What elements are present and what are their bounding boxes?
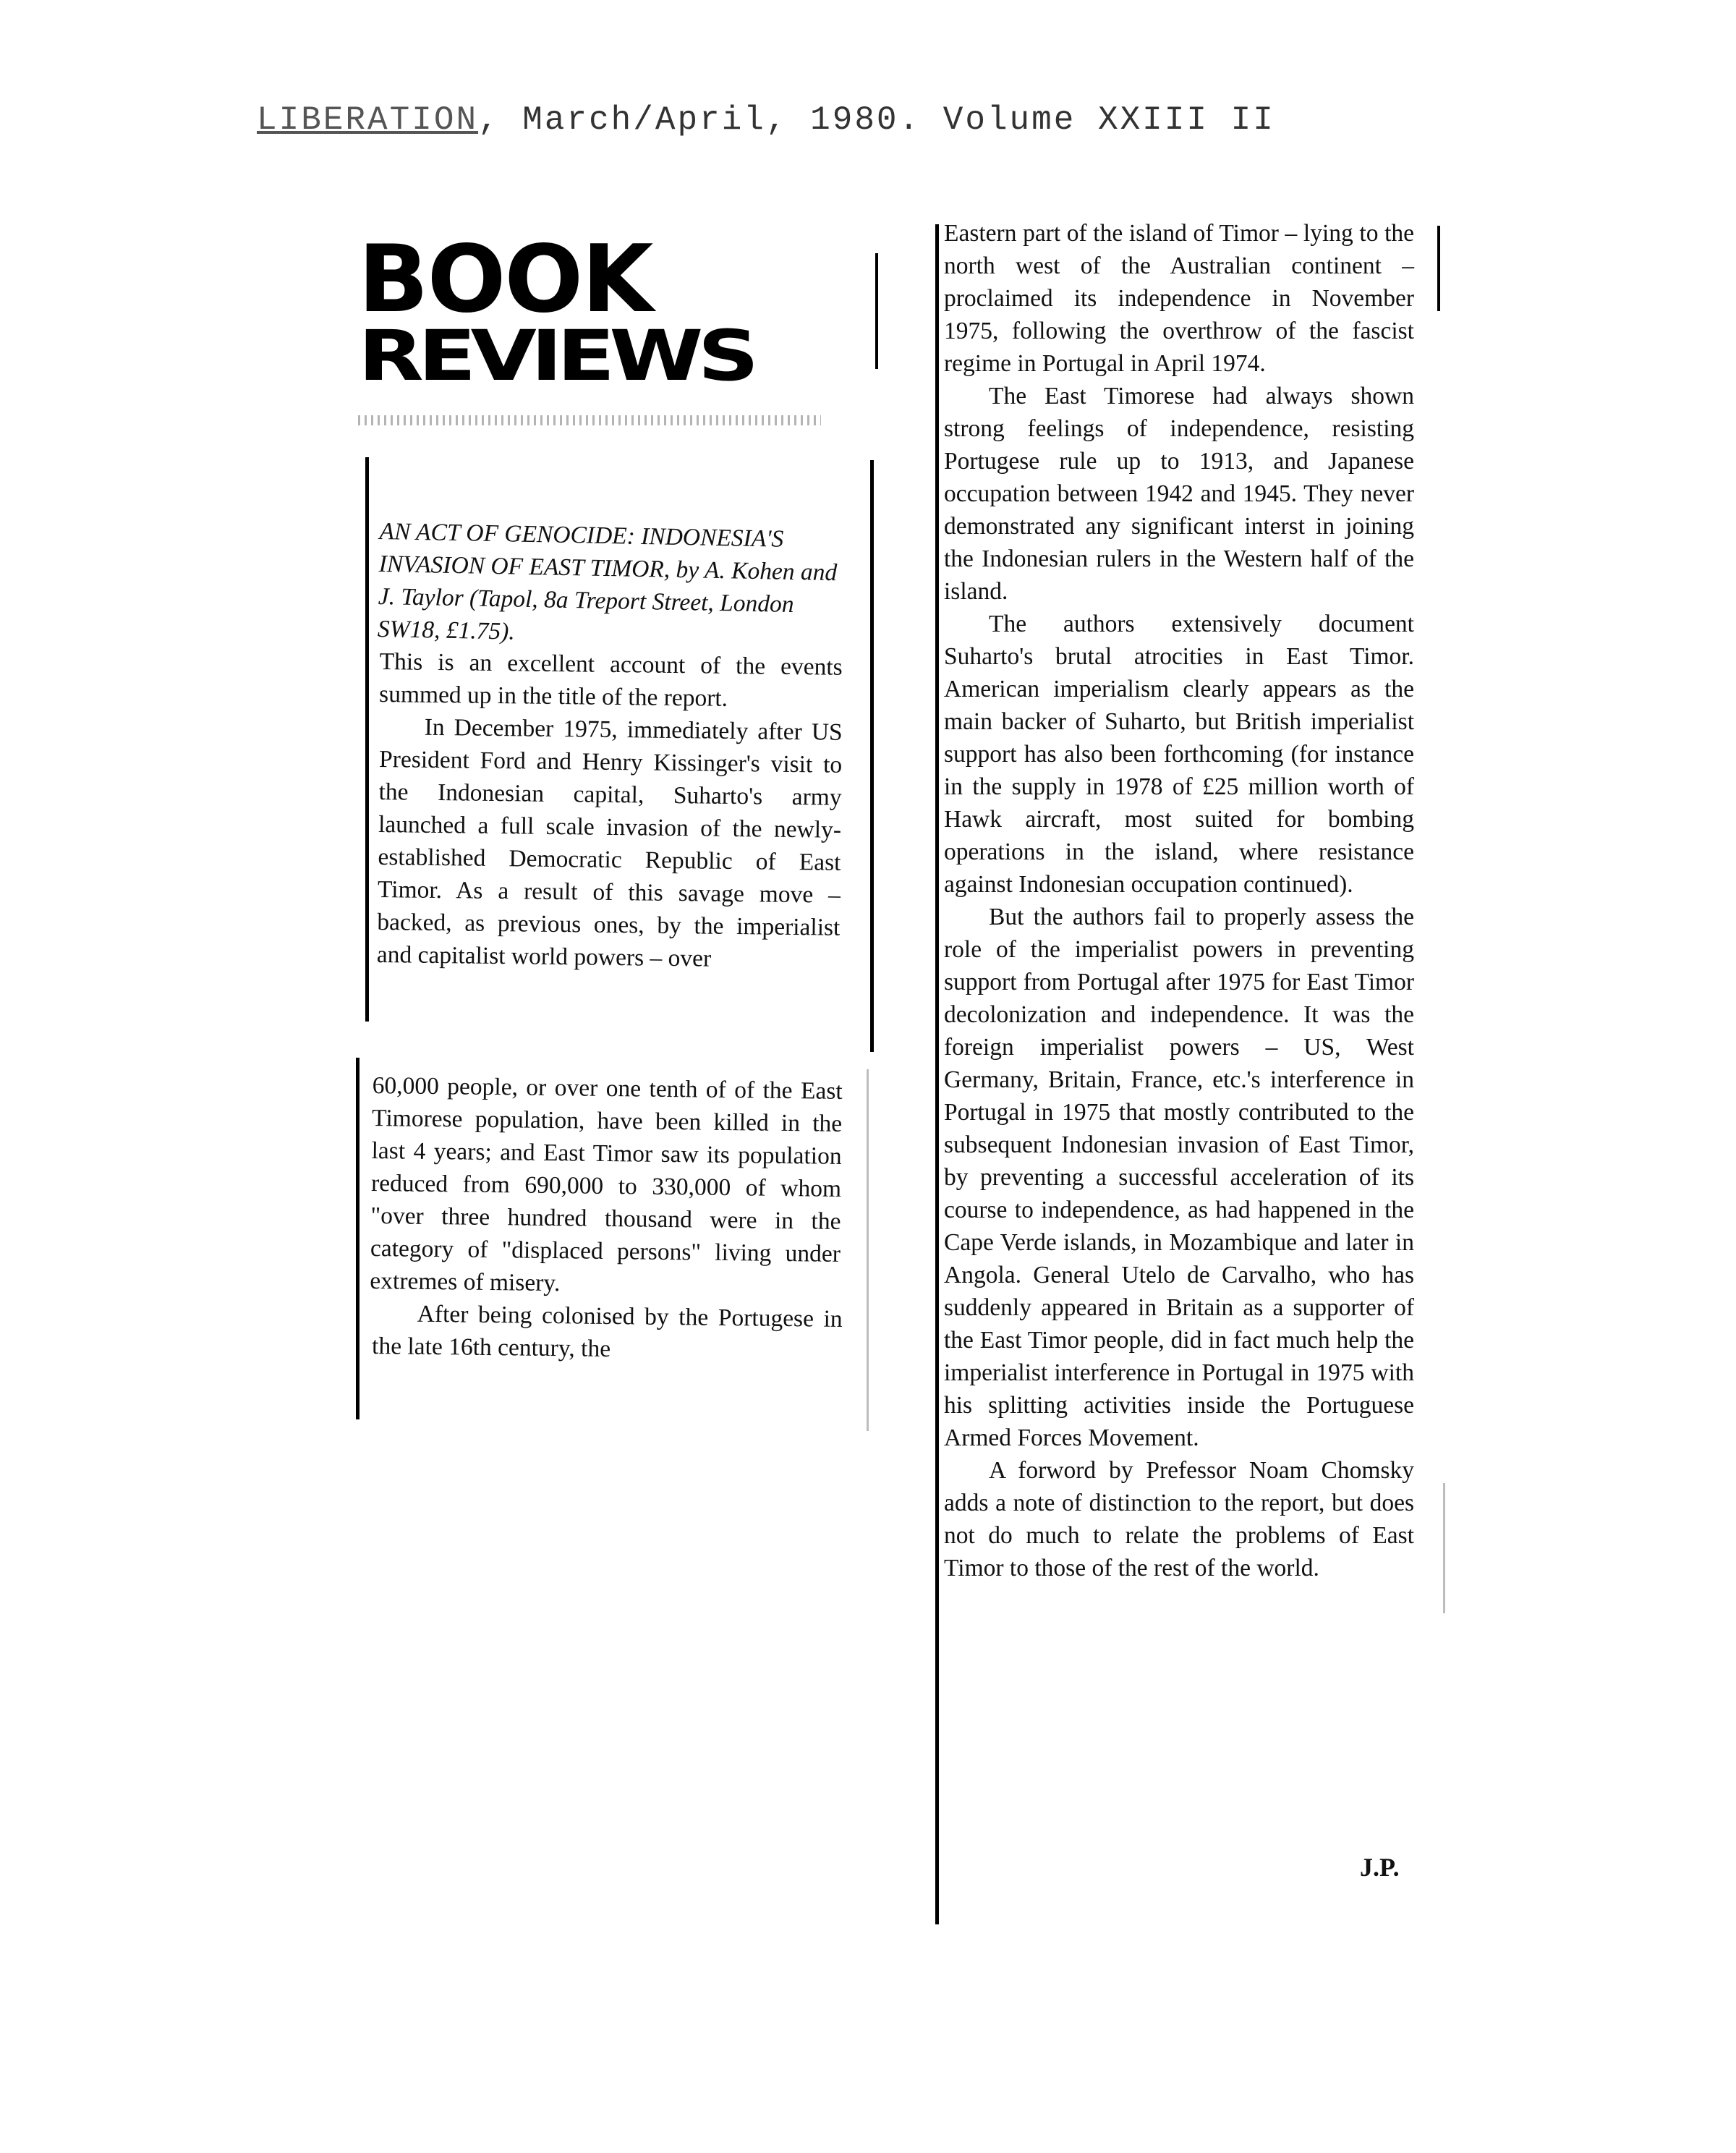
review-paragraph: This is an excellent account of the events summed up in the title of the report. — [378, 647, 843, 712]
review-paragraph: The authors extensively document Suharto's brutal atrocities in East Timor. American imperialism clearly appears as the main backer of Suharto, but British imperialist support has also been forthcoming (for instance in the supply in 1978 of £25 million worth of Hawk aircraft, most suited for bombing operations in the island, where resistance against Indonesian occupation continued). — [944, 611, 1414, 898]
review-column-left-bottom — [370, 1069, 843, 1363]
review-column-right — [944, 217, 1414, 1584]
column-rule-left-top — [365, 457, 369, 1022]
review-paragraph: After being colonised by the Portugese in the late 16th century, the — [371, 1300, 843, 1363]
publication-name: LIBERATION — [257, 101, 479, 139]
review-paragraph: But the authors fail to properly assess the role of the imperialist powers in preventing support from Portugal after 1975 for East Timor decolonization and independence. It was the foreign imperialist powers – US, West Germany, Britain, France, etc.'s interference in Portugal in 1975 that mostly contributed to the subsequent Indonesian invasion of East Timor, by preventing a successful acceleration of its course to independence, as had happened in the Cape Verde islands, in Mozambique and later in Angola. General Utelo de Carvalho, who has suddenly appeared in Britain as a supporter of the East Timor people, did in fact much help the imperialist interference in Portugal in 1975 with his splitting activities inside the Portuguese Armed Forces Movement. — [944, 904, 1414, 1451]
masthead-print-speckle — [358, 415, 821, 425]
column-rule-center-mid — [870, 460, 874, 1052]
column-rule-center-top — [875, 253, 878, 369]
column-rule-center-lower — [867, 1069, 869, 1431]
review-book-title: AN ACT OF GENOCIDE: INDONESIA'S INVASION OF EAST TIMOR, by A. Kohen and J. Taylor (Tapol, 8a Treport Street, London SW18, £1.75). — [377, 517, 838, 645]
issue-date-volume: , March/April, 1980. Volume XXIII II — [478, 101, 1275, 139]
book-reviews-masthead — [358, 226, 828, 436]
review-paragraph: The East Timorese had always shown strong feelings of independence, resisting Portugese rule up to 1913, and Japanese occupation between 1942 and 1945. They never demonstrated any significant interst in joining the Indonesian rulers in the Western half of the island. — [944, 383, 1414, 605]
reviewer-signature: J.P. — [1360, 1853, 1400, 1882]
column-rule-right-lower — [1443, 1483, 1445, 1613]
column-rule-main-divider — [935, 224, 939, 1924]
masthead-word-book: BOOK — [358, 226, 652, 334]
column-rule-left-bottom — [356, 1058, 359, 1419]
review-column-left-top — [376, 515, 843, 972]
masthead-word-reviews: REVIEWS — [358, 314, 754, 396]
page-header — [257, 101, 1342, 139]
review-paragraph: A forword by Prefessor Noam Chomsky adds a note of distinction to the report, but does not do much to relate the problems of East Timor to those of the rest of the world. — [944, 1457, 1414, 1581]
column-rule-right-top — [1437, 226, 1440, 311]
review-paragraph: 60,000 people, or over one tenth of of the East Timorese population, have been killed in the last 4 years; and East Timor saw its population reduced from 690,000 to 330,000 of whom "over three hundred thousand were in the category of "displaced persons" living under extremes of misery. — [370, 1071, 843, 1297]
review-paragraph: Eastern part of the island of Timor – lying to the north west of the Australian continent – proclaimed its independence in November 1975, following the overthrow of the fascist regime in Portugal in April 1974. — [944, 220, 1414, 377]
review-paragraph: In December 1975, immediately after US President Ford and Henry Kissinger's visit to the Indonesian capital, Suharto's army launched a full scale invasion of the newly-established Democratic Republic of East Timor. As a result of this savage move – backed, as previous ones, by the imperialist and capitalist world powers – over — [376, 713, 843, 972]
